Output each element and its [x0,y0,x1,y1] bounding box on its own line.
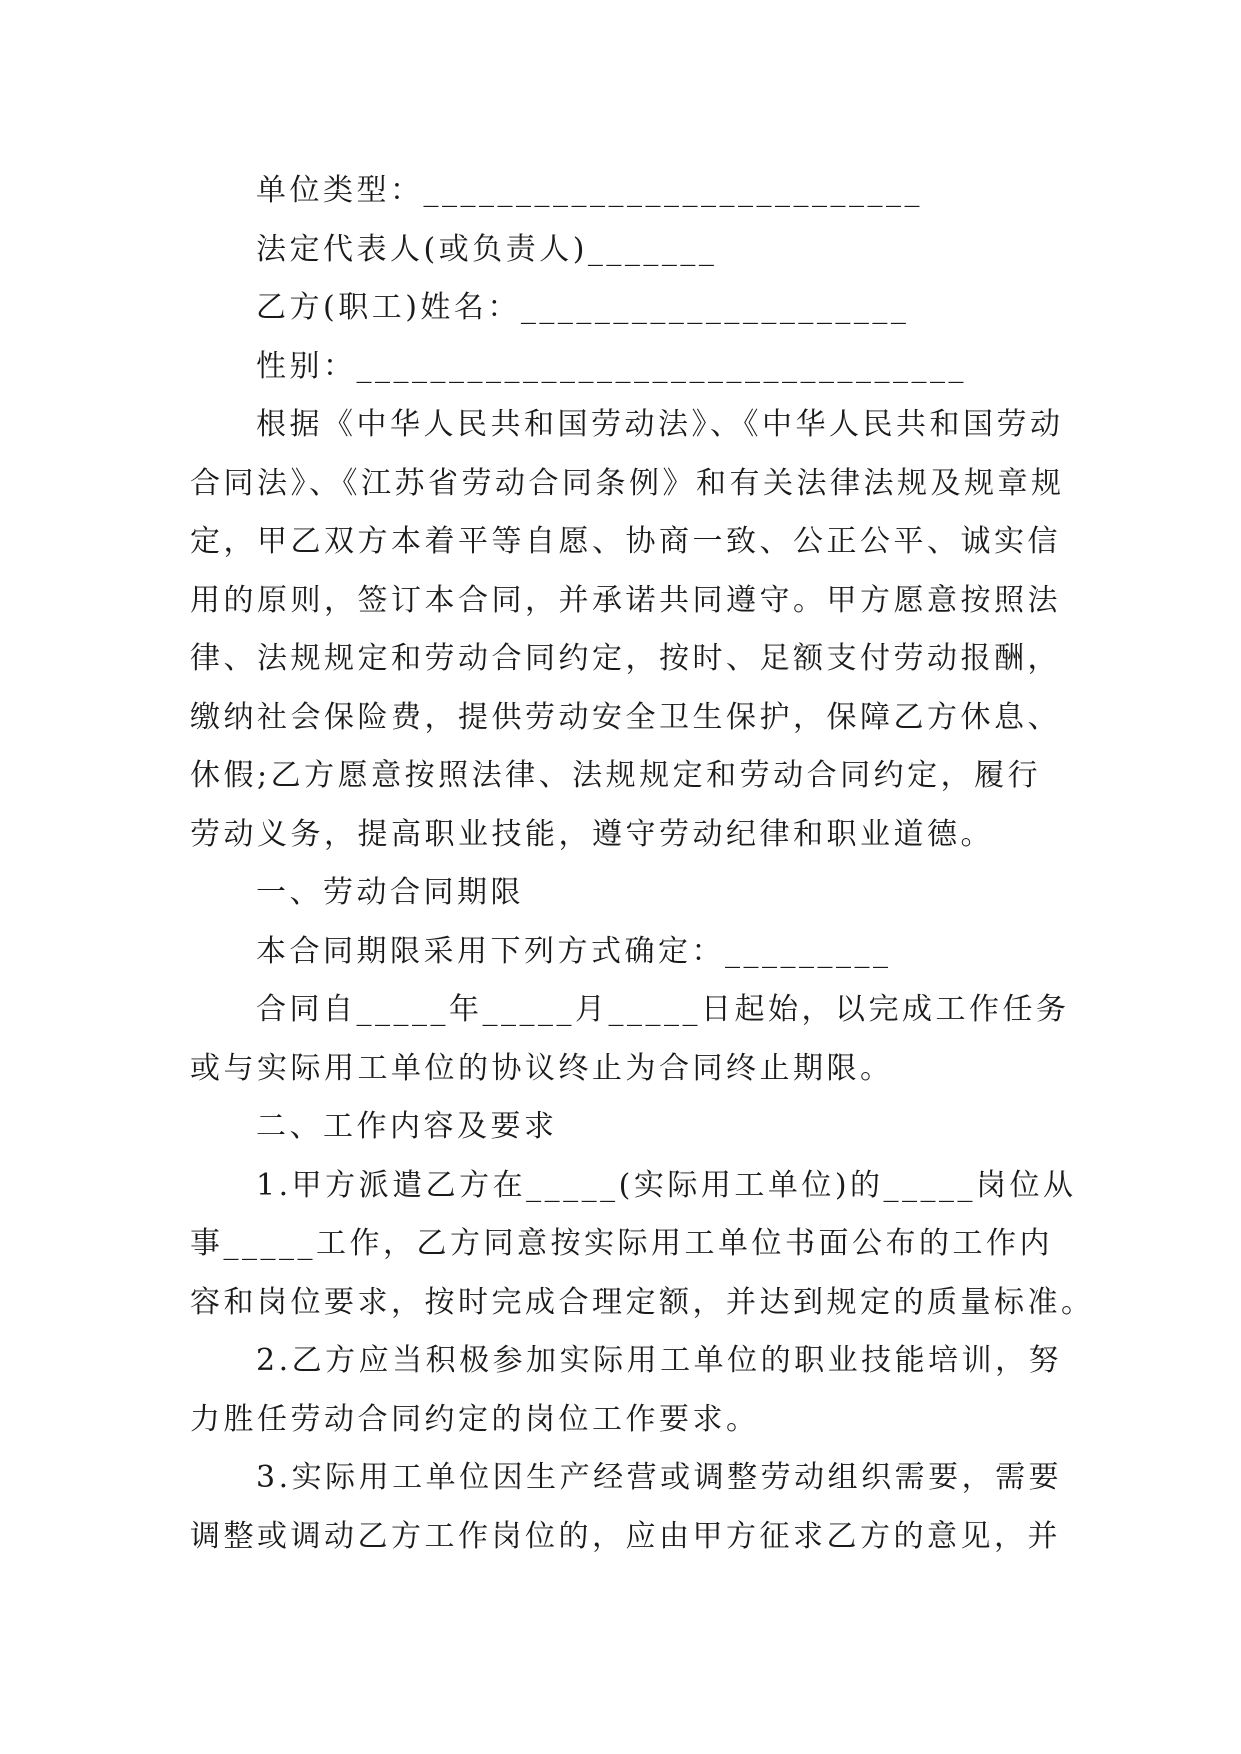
field-employee-name: 乙方(职工)姓名：_____________________ [256,290,910,325]
section-heading: 二、工作内容及要求 [256,1109,558,1144]
paragraph-line: 合同法》、《江苏省劳动合同条例》和有关法律法规及规章规 [190,465,1065,501]
section-heading: 一、劳动合同期限 [256,875,524,910]
paragraph-line: 律、法规规定和劳动合同约定，按时、足额支付劳动报酬， [190,641,1061,676]
paragraph-line: 调整或调动乙方工作岗位的，应由甲方征求乙方的意见，并 [190,1518,1061,1554]
field-legal-representative: 法定代表人(或负责人)_______ [256,231,718,267]
paragraph-line: 事_____工作，乙方同意按实际用工单位书面公布的工作内 [190,1226,1053,1261]
field-gender: 性别：_________________________________ [256,348,967,384]
paragraph-line: 缴纳社会保险费，提供劳动安全卫生保护，保障乙方休息、 [190,699,1061,735]
paragraph-line: 根据《中华人民共和国劳动法》、《中华人民共和国劳动 [256,407,1064,442]
document-page [190,162,1095,1566]
paragraph-line: 1.甲方派遣乙方在_____(实际用工单位)的_____岗位从 [256,1167,1077,1203]
paragraph-line: 劳动义务，提高职业技能，遵守劳动纪律和职业道德。 [190,816,994,852]
paragraph-line: 合同自_____年_____月_____日起始，以完成工作任务 [256,992,1070,1027]
paragraph-line: 本合同期限采用下列方式确定：_________ [256,933,892,969]
paragraph-line: 2.乙方应当积极参加实际用工单位的职业技能培训，努 [256,1343,1063,1378]
paragraph-line: 3.实际用工单位因生产经营或调整劳动组织需要，需要 [256,1460,1063,1495]
paragraph-line: 力胜任劳动合同约定的岗位工作要求。 [190,1401,760,1437]
paragraph-line: 用的原则，签订本合同，并承诺共同遵守。甲方愿意按照法 [190,582,1061,618]
paragraph-line: 或与实际用工单位的协议终止为合同终止期限。 [190,1050,894,1086]
paragraph-line: 休假;乙方愿意按照法律、法规规定和劳动合同约定，履行 [190,758,1042,793]
paragraph-line: 定，甲乙双方本着平等自愿、协商一致、公正公平、诚实信 [190,524,1061,559]
paragraph-line: 容和岗位要求，按时完成合理定额，并达到规定的质量标准。 [190,1284,1095,1320]
field-unit-type: 单位类型：___________________________ [256,173,923,208]
